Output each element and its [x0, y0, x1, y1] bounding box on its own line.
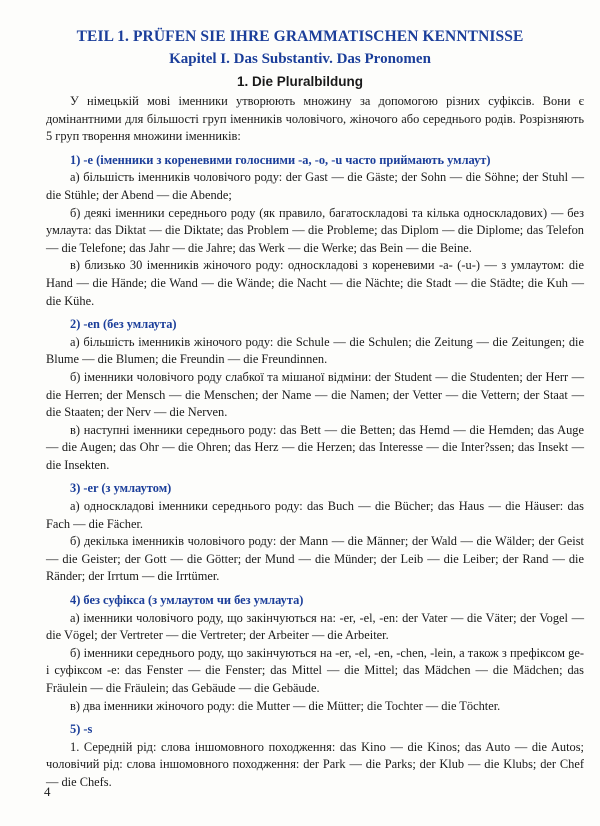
- group-heading: 2) -en (без умлаута): [70, 317, 177, 332]
- group-item: б) іменники середнього роду, що закінчуються на -er, -el, -en, -chen, -lein, а також з префіксом ge- і суфіксом -e: das Fenster — die Fenster; das Mittel — die Mittel; das Mädchen — die Mädchen; das Fräulein — die Fräulein; das Gebäude — die Gebäude.: [46, 645, 584, 695]
- group-item: а) більшість іменників жіночого роду: die Schule — die Schulen; die Zeitung — die Zeitungen; die Blume — die Blumen; die Freundin — die Freundinnen.: [46, 334, 584, 367]
- chapter-title: Kapitel I. Das Substantiv. Das Pronomen: [169, 51, 431, 67]
- group-item: а) більшість іменників чоловічого роду: der Gast — die Gäste; der Sohn — die Söhne; der Stuhl — die Stühle; der Abend — die Abende;: [46, 170, 584, 202]
- group-item: а) односкладові іменники середнього роду: das Buch — die Bücher; das Haus — die Häuser: das Fach — die Fächer.: [46, 499, 584, 531]
- group-heading: 4) без суфікса (з умлаутом чи без умлаута): [70, 593, 304, 608]
- document-body: [46, 93, 584, 792]
- group-item: в) близько 30 іменників жіночого роду: односкладові з кореневими -a- (-u-) — з умлаутом: die Hand — die Hände; die Wand — die Wände; die Nacht — die Nächte; die Stadt — die Städte; die Kuh — die Kühe.: [46, 258, 584, 308]
- part-title: TEIL 1. PRÜFEN SIE IHRE GRAMMATISCHEN KENNTNISSE: [76, 28, 524, 45]
- group-item: б) декілька іменників чоловічого роду: der Mann — die Männer; der Wald — die Wälder; der Geist — die Geister; der Gott — die Götter; der Mund — die Münder; der Leib — die Leiber; der Rand — die Ränder; der Irrtum — die Irrtümer.: [46, 534, 584, 584]
- group-heading: 5) -s: [70, 722, 93, 737]
- group-heading: 1) -e (іменники з кореневими голосними -a, -o, -u часто приймають умлаут): [70, 152, 491, 167]
- group-item: б) деякі іменники середнього роду (як правило, багатоскладові та кілька односкладових) — без умлаута: das Diktat — die Diktate; das Problem — die Probleme; das Diplom — die Diplome; das Telefon — die Telefone; das Jahr — die Jahre; das Werk — die Werke; das Bein — die Beine.: [46, 205, 584, 255]
- group-item: в) два іменники жіночого роду: die Mutter — die Mütter; die Tochter — die Töchter.: [70, 698, 501, 713]
- group-heading: 3) -er (з умлаутом): [70, 481, 172, 496]
- group-item: б) іменники чоловічого роду слабкої та мішаної відміни: der Student — die Studenten; der Herr — die Herren; der Mensch — die Menschen; der Name — die Namen; der Vetter — die Vettern; der Staat — die Staaten; der Nerv — die Nerven.: [46, 369, 584, 420]
- intro-paragraph: У німецькій мові іменники утворюють множину за допомогою різних суфіксів. Вони є домінантними для більшості груп іменників чоловічого, жіночого або середнього родів. Розрізняють 5 груп творення множини іменників:: [46, 94, 584, 144]
- group-item: 1. Середній рід: слова іншомовного походження: das Kino — die Kinos; das Auto — die Autos; чоловічий рід: слова іншомовного походження: der Park — die Parks; der Klub — die Klubs; der Chef — die Chefs.: [46, 739, 584, 789]
- page-number: 4: [44, 784, 51, 799]
- group-item: а) іменники чоловічого роду, що закінчуються на: -er, -el, -en: der Vater — die Väter; der Vogel — die Vögel; der Vertreter — die Vertreter; der Arbeiter — die Arbeiter.: [46, 610, 584, 643]
- group-item: в) наступні іменники середнього роду: das Bett — die Betten; das Hemd — die Hemden; das Auge — die Augen; das Ohr — die Ohren; das Herz — die Herzen; das Interesse — die Inter?ssen; das Insekt — die Insekten.: [46, 422, 584, 472]
- section-title: 1. Die Pluralbildung: [236, 74, 363, 89]
